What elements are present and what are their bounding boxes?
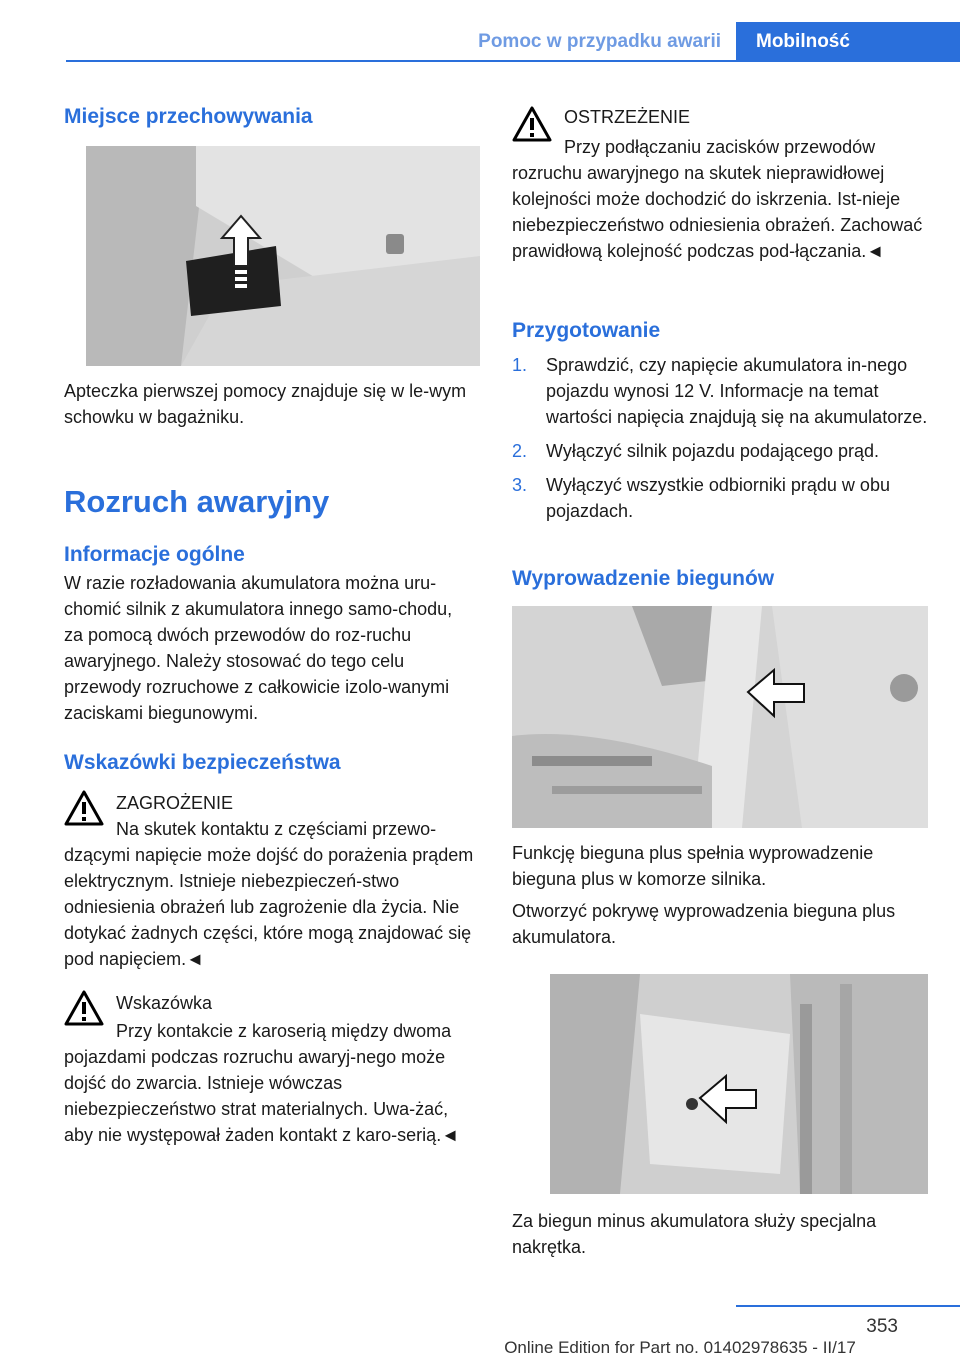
header-rule bbox=[66, 60, 960, 62]
header-section-title: Pomoc w przypadku awarii bbox=[478, 31, 721, 52]
storage-text: Apteczka pierwszej pomocy znajduje się w le-wym schowku w bagażniku. bbox=[64, 381, 467, 427]
danger-title: ZAGROŻENIE bbox=[116, 793, 234, 813]
list-item bbox=[512, 352, 932, 430]
prep-steps bbox=[512, 352, 932, 532]
engine-minus-pole-image bbox=[550, 974, 928, 1194]
warning-title: OSTRZEŻENIE bbox=[564, 107, 691, 127]
step-text: Wyłączyć silnik pojazdu podającego prąd. bbox=[546, 441, 880, 461]
danger-text: Na skutek kontaktu z częściami przewo-dzącymi napięcie może dojść do porażenia prądem elektrycznym. Istnieje niebezpieczeń-stwo odniesienia obrażeń lub zagrożenie dla życia. Nie dotykać żadnych części, które mogą znajdować się pod napięciem.◄ bbox=[64, 819, 474, 969]
main-heading: Rozruch awaryjny bbox=[64, 484, 330, 519]
storage-heading: Miejsce przechowywania bbox=[64, 105, 313, 128]
safety-heading: Wskazówki bezpieczeństwa bbox=[64, 751, 341, 774]
notice-title: Wskazówka bbox=[116, 993, 213, 1013]
general-heading: Informacje ogólne bbox=[64, 543, 245, 566]
step-number: 1. bbox=[512, 355, 528, 375]
step-number: 2. bbox=[512, 441, 528, 461]
plus-text-1: Funkcję bieguna plus spełnia wyprowadzenie bieguna plus w komorze silnika. bbox=[512, 843, 874, 889]
step-number: 3. bbox=[512, 475, 528, 495]
list-item bbox=[512, 472, 932, 524]
edition-text: Online Edition for Part no. 01402978635 - II/17 bbox=[504, 1338, 856, 1357]
minus-text: Za biegun minus akumulatora służy specjalna nakrętka. bbox=[512, 1211, 877, 1257]
trunk-first-aid-image bbox=[86, 146, 480, 366]
step-text: Wyłączyć wszystkie odbiorniki prądu w obu pojazdach. bbox=[546, 475, 890, 521]
warning-text: Przy podłączaniu zacisków przewodów rozruchu awaryjnego na skutek nieprawidłowej kolejności może dochodzić do iskrzenia. Ist-nieje niebezpieczeństwo odniesienia obrażeń. Zachować prawidłową kolejność podczas pod-łączania.◄ bbox=[512, 137, 923, 261]
prep-heading: Przygotowanie bbox=[512, 319, 661, 342]
general-text: W razie rozładowania akumulatora można uru-chomić silnik z akumulatora innego samo-chodu, za pomocą dwóch przewodów do roz-ruchu awaryjnego. Należy stosować do tego celu przewody rozruchowe z całkowicie izolo-wanymi zaciskami biegunowymi. bbox=[64, 573, 453, 723]
list-item bbox=[512, 438, 932, 464]
step-text: Sprawdzić, czy napięcie akumulatora in-nego pojazdu wynosi 12 V. Informacje na temat wartości napięcia znajdują się na akumulatorze. bbox=[546, 355, 928, 427]
plus-text-2: Otworzyć pokrywę wyprowadzenia bieguna plus akumulatora. bbox=[512, 901, 896, 947]
engine-plus-pole-image bbox=[512, 606, 928, 828]
page-number: 353 bbox=[866, 1316, 898, 1337]
footer-rule bbox=[736, 1305, 960, 1307]
poles-heading: Wyprowadzenie biegunów bbox=[512, 567, 775, 590]
header-chapter-tab: Mobilność bbox=[736, 22, 960, 62]
notice-text: Przy kontakcie z karoserią między dwoma pojazdami podczas rozruchu awaryj-nego może dojść do zwarcia. Istnieje wówczas niebezpieczeństwo strat materialnych. Uwa-żać, aby nie występował żaden kontakt z karo-serią.◄ bbox=[64, 1021, 460, 1145]
